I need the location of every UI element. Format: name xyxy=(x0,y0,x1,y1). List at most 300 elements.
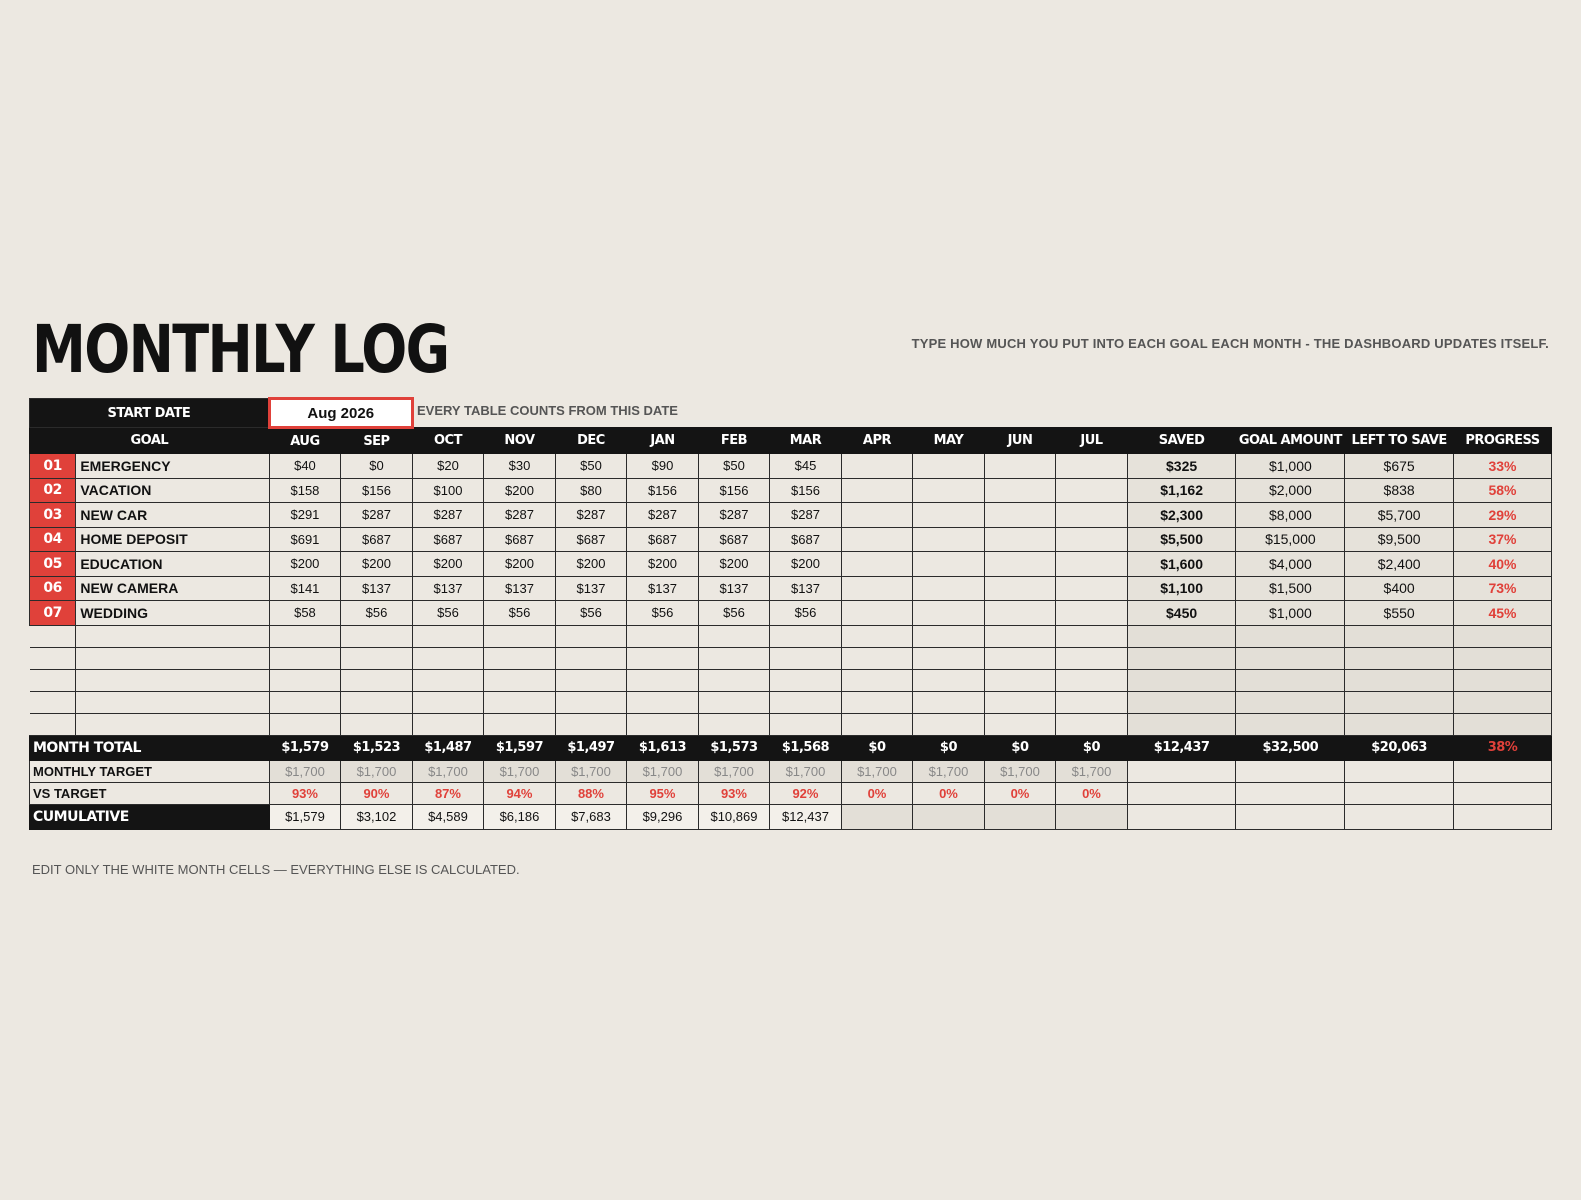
goal-month-cell[interactable]: $137 xyxy=(555,576,627,601)
monthly-target-cell: $1,700 xyxy=(841,760,913,782)
goal-month-cell[interactable] xyxy=(841,503,913,528)
empty-month-cell[interactable] xyxy=(984,691,1056,713)
empty-month-cell[interactable] xyxy=(841,647,913,669)
goal-month-cell[interactable]: $141 xyxy=(269,576,341,601)
goal-amount: $1,000 xyxy=(1236,454,1345,479)
cumulative-cell: $7,683 xyxy=(555,804,627,829)
empty-calc-cell xyxy=(1236,713,1345,735)
goal-month-cell[interactable]: $56 xyxy=(484,601,556,626)
goal-month-cell[interactable]: $137 xyxy=(412,576,484,601)
empty-month-cell[interactable] xyxy=(1056,713,1128,735)
empty-month-cell[interactable] xyxy=(698,713,770,735)
goal-month-cell[interactable]: $287 xyxy=(698,503,770,528)
goal-name: NEW CAMERA xyxy=(76,576,269,601)
goal-month-cell[interactable]: $137 xyxy=(484,576,556,601)
empty-month-cell[interactable] xyxy=(412,713,484,735)
cumulative-cell xyxy=(913,804,985,829)
empty-calc-cell xyxy=(1454,669,1552,691)
goal-month-cell[interactable]: $687 xyxy=(698,527,770,552)
goal-month-cell[interactable]: $80 xyxy=(555,478,627,503)
empty-calc-cell xyxy=(1127,691,1236,713)
goal-month-cell[interactable]: $137 xyxy=(698,576,770,601)
blank-cell xyxy=(1454,760,1552,782)
goal-saved: $1,600 xyxy=(1127,552,1236,577)
goal-saved: $1,162 xyxy=(1127,478,1236,503)
goal-progress: 58% xyxy=(1454,478,1552,503)
monthly-target-cell: $1,700 xyxy=(913,760,985,782)
goal-row xyxy=(30,503,1552,528)
goal-month-cell[interactable]: $687 xyxy=(627,527,699,552)
goal-number: 03 xyxy=(30,503,76,528)
empty-month-cell[interactable] xyxy=(341,625,413,647)
goal-month-cell[interactable]: $90 xyxy=(627,454,699,479)
empty-month-cell[interactable] xyxy=(412,625,484,647)
goal-month-cell[interactable]: $200 xyxy=(341,552,413,577)
goal-month-cell[interactable] xyxy=(984,576,1056,601)
monthly-log-table xyxy=(29,397,1552,830)
empty-calc-cell xyxy=(1236,625,1345,647)
start-date-input[interactable]: Aug 2026 xyxy=(269,399,412,428)
goal-name: HOME DEPOSIT xyxy=(76,527,269,552)
start-date-note: EVERY TABLE COUNTS FROM THIS DATE xyxy=(417,403,678,418)
goal-month-cell[interactable]: $156 xyxy=(698,478,770,503)
blank-cell xyxy=(1345,782,1454,804)
goal-amount: $2,000 xyxy=(1236,478,1345,503)
header-month-jul: JUL xyxy=(1056,428,1128,454)
empty-month-cell[interactable] xyxy=(770,647,842,669)
empty-month-cell[interactable] xyxy=(770,669,842,691)
cumulative-cell: $1,579 xyxy=(269,804,341,829)
goal-month-cell[interactable]: $287 xyxy=(412,503,484,528)
goal-month-cell[interactable] xyxy=(984,454,1056,479)
monthly-target-cell: $1,700 xyxy=(1056,760,1128,782)
goal-month-cell[interactable] xyxy=(841,454,913,479)
goal-left-to-save: $675 xyxy=(1345,454,1454,479)
empty-month-cell[interactable] xyxy=(984,713,1056,735)
empty-month-cell[interactable] xyxy=(555,625,627,647)
empty-month-cell[interactable] xyxy=(484,713,556,735)
empty-month-cell[interactable] xyxy=(555,647,627,669)
goal-month-cell[interactable]: $200 xyxy=(484,552,556,577)
empty-month-cell[interactable] xyxy=(555,669,627,691)
empty-calc-cell xyxy=(1236,669,1345,691)
goal-month-cell[interactable] xyxy=(1056,503,1128,528)
header-month-jan: JAN xyxy=(627,428,699,454)
month-total-cell: $0 xyxy=(984,735,1056,760)
goal-month-cell[interactable]: $137 xyxy=(627,576,699,601)
goal-month-cell[interactable]: $287 xyxy=(341,503,413,528)
empty-month-cell[interactable] xyxy=(269,713,341,735)
goal-saved: $450 xyxy=(1127,601,1236,626)
goal-number: 04 xyxy=(30,527,76,552)
empty-calc-cell xyxy=(1236,691,1345,713)
goal-saved: $5,500 xyxy=(1127,527,1236,552)
empty-calc-cell xyxy=(1454,691,1552,713)
goal-left-to-save: $550 xyxy=(1345,601,1454,626)
month-total-cell: $1,523 xyxy=(341,735,413,760)
goal-progress: 45% xyxy=(1454,601,1552,626)
goal-month-cell[interactable] xyxy=(841,601,913,626)
goal-month-cell[interactable]: $287 xyxy=(484,503,556,528)
empty-month-cell[interactable] xyxy=(627,669,699,691)
goal-month-cell[interactable]: $50 xyxy=(555,454,627,479)
goal-progress: 33% xyxy=(1454,454,1552,479)
goal-month-cell[interactable]: $687 xyxy=(770,527,842,552)
goal-month-cell[interactable]: $287 xyxy=(555,503,627,528)
cumulative-cell: $9,296 xyxy=(627,804,699,829)
goal-month-cell[interactable]: $50 xyxy=(698,454,770,479)
vs-target-cell: 95% xyxy=(627,782,699,804)
empty-calc-cell xyxy=(1127,713,1236,735)
goal-month-cell[interactable] xyxy=(913,601,985,626)
blank-cell xyxy=(1236,760,1345,782)
goal-month-cell[interactable] xyxy=(984,503,1056,528)
monthly-target-cell: $1,700 xyxy=(984,760,1056,782)
monthly-target-cell: $1,700 xyxy=(627,760,699,782)
empty-month-cell[interactable] xyxy=(984,669,1056,691)
goal-month-cell[interactable] xyxy=(913,478,985,503)
empty-month-cell[interactable] xyxy=(341,691,413,713)
goal-month-cell[interactable]: $156 xyxy=(341,478,413,503)
month-total-cell: $1,568 xyxy=(770,735,842,760)
empty-month-cell[interactable] xyxy=(698,647,770,669)
goal-month-cell[interactable] xyxy=(1056,576,1128,601)
goal-name: NEW CAR xyxy=(76,503,269,528)
empty-month-cell[interactable] xyxy=(412,669,484,691)
monthly-target-cell: $1,700 xyxy=(269,760,341,782)
header-month-nov: NOV xyxy=(484,428,556,454)
monthly-target-cell: $1,700 xyxy=(412,760,484,782)
goal-month-cell[interactable] xyxy=(841,527,913,552)
start-date-label: START DATE xyxy=(30,399,270,428)
empty-month-cell[interactable] xyxy=(269,647,341,669)
goal-month-cell[interactable]: $0 xyxy=(341,454,413,479)
goal-month-cell[interactable]: $58 xyxy=(269,601,341,626)
header-month-oct: OCT xyxy=(412,428,484,454)
goal-month-cell[interactable]: $20 xyxy=(412,454,484,479)
vs-target-cell: 90% xyxy=(341,782,413,804)
vs-target-cell: 87% xyxy=(412,782,484,804)
blank-cell xyxy=(1236,804,1345,829)
cumulative-row xyxy=(30,804,1552,829)
cumulative-cell xyxy=(1056,804,1128,829)
empty-month-cell[interactable] xyxy=(555,713,627,735)
empty-month-cell[interactable] xyxy=(984,647,1056,669)
goal-month-cell[interactable] xyxy=(984,478,1056,503)
empty-name-cell[interactable] xyxy=(76,625,269,647)
month-total-label: MONTH TOTAL xyxy=(30,735,270,760)
goal-month-cell[interactable]: $287 xyxy=(770,503,842,528)
empty-month-cell[interactable] xyxy=(841,691,913,713)
vs-target-cell: 0% xyxy=(913,782,985,804)
goal-month-cell[interactable]: $137 xyxy=(341,576,413,601)
goal-row xyxy=(30,601,1552,626)
empty-month-cell[interactable] xyxy=(412,691,484,713)
goal-month-cell[interactable]: $56 xyxy=(412,601,484,626)
empty-name-cell[interactable] xyxy=(76,647,269,669)
empty-calc-cell xyxy=(1345,713,1454,735)
goal-progress: 40% xyxy=(1454,552,1552,577)
empty-month-cell[interactable] xyxy=(627,691,699,713)
goal-month-cell[interactable]: $156 xyxy=(770,478,842,503)
empty-month-cell[interactable] xyxy=(913,691,985,713)
total-left-to-save: $20,063 xyxy=(1345,735,1454,760)
cumulative-cell: $3,102 xyxy=(341,804,413,829)
header-goal: GOAL xyxy=(30,428,270,454)
goal-month-cell[interactable] xyxy=(913,527,985,552)
goal-left-to-save: $9,500 xyxy=(1345,527,1454,552)
empty-calc-cell xyxy=(1127,669,1236,691)
cumulative-cell xyxy=(841,804,913,829)
empty-month-cell[interactable] xyxy=(412,647,484,669)
empty-month-cell[interactable] xyxy=(341,669,413,691)
goal-month-cell[interactable]: $287 xyxy=(627,503,699,528)
header-month-jun: JUN xyxy=(984,428,1056,454)
header-month-apr: APR xyxy=(841,428,913,454)
goal-number: 01 xyxy=(30,454,76,479)
vs-target-cell: 93% xyxy=(698,782,770,804)
month-total-cell: $1,613 xyxy=(627,735,699,760)
goal-month-cell[interactable]: $156 xyxy=(627,478,699,503)
empty-month-cell[interactable] xyxy=(1056,691,1128,713)
empty-calc-cell xyxy=(1345,647,1454,669)
empty-month-cell[interactable] xyxy=(269,669,341,691)
goal-number: 05 xyxy=(30,552,76,577)
goal-month-cell[interactable]: $687 xyxy=(341,527,413,552)
header-saved: SAVED xyxy=(1127,428,1236,454)
goal-row xyxy=(30,576,1552,601)
goal-month-cell[interactable]: $687 xyxy=(412,527,484,552)
empty-calc-cell xyxy=(1345,669,1454,691)
empty-month-cell[interactable] xyxy=(627,647,699,669)
goal-month-cell[interactable] xyxy=(913,503,985,528)
goal-name: VACATION xyxy=(76,478,269,503)
cumulative-cell: $4,589 xyxy=(412,804,484,829)
goal-row xyxy=(30,552,1552,577)
header-month-feb: FEB xyxy=(698,428,770,454)
blank-cell xyxy=(1454,804,1552,829)
goal-amount: $8,000 xyxy=(1236,503,1345,528)
goal-amount: $1,000 xyxy=(1236,601,1345,626)
goal-month-cell[interactable] xyxy=(913,576,985,601)
header-month-may: MAY xyxy=(913,428,985,454)
goal-month-cell[interactable]: $158 xyxy=(269,478,341,503)
empty-month-cell[interactable] xyxy=(269,625,341,647)
month-total-cell: $1,573 xyxy=(698,735,770,760)
goal-saved: $1,100 xyxy=(1127,576,1236,601)
goal-month-cell[interactable]: $200 xyxy=(269,552,341,577)
vs-target-label: VS TARGET xyxy=(30,782,270,804)
vs-target-cell: 0% xyxy=(841,782,913,804)
empty-month-cell[interactable] xyxy=(841,625,913,647)
goal-month-cell[interactable] xyxy=(1056,478,1128,503)
goal-progress: 37% xyxy=(1454,527,1552,552)
empty-month-cell[interactable] xyxy=(269,691,341,713)
empty-month-cell[interactable] xyxy=(341,647,413,669)
blank-cell xyxy=(1236,782,1345,804)
goal-progress: 73% xyxy=(1454,576,1552,601)
month-total-row xyxy=(30,735,1552,760)
goal-month-cell[interactable]: $200 xyxy=(698,552,770,577)
goal-month-cell[interactable]: $691 xyxy=(269,527,341,552)
empty-name-cell[interactable] xyxy=(76,691,269,713)
empty-name-cell[interactable] xyxy=(76,669,269,691)
empty-month-cell[interactable] xyxy=(913,669,985,691)
goal-number: 07 xyxy=(30,601,76,626)
monthly-target-cell: $1,700 xyxy=(341,760,413,782)
vs-target-cell: 92% xyxy=(770,782,842,804)
goal-month-cell[interactable]: $56 xyxy=(341,601,413,626)
month-total-cell: $0 xyxy=(1056,735,1128,760)
goal-month-cell[interactable]: $56 xyxy=(770,601,842,626)
empty-calc-cell xyxy=(1345,625,1454,647)
goal-month-cell[interactable]: $56 xyxy=(555,601,627,626)
goal-month-cell[interactable]: $200 xyxy=(627,552,699,577)
goal-month-cell[interactable] xyxy=(984,552,1056,577)
empty-month-cell[interactable] xyxy=(627,713,699,735)
empty-month-cell[interactable] xyxy=(770,625,842,647)
goal-month-cell[interactable]: $40 xyxy=(269,454,341,479)
header-row xyxy=(30,428,1552,454)
goal-month-cell[interactable]: $56 xyxy=(627,601,699,626)
vs-target-row xyxy=(30,782,1552,804)
goal-month-cell[interactable] xyxy=(841,552,913,577)
empty-month-cell[interactable] xyxy=(770,691,842,713)
empty-calc-cell xyxy=(1127,647,1236,669)
goal-month-cell[interactable]: $687 xyxy=(484,527,556,552)
goal-month-cell[interactable] xyxy=(913,552,985,577)
goal-row xyxy=(30,527,1552,552)
header-month-sep: SEP xyxy=(341,428,413,454)
goal-month-cell[interactable] xyxy=(1056,552,1128,577)
empty-month-cell[interactable] xyxy=(341,713,413,735)
monthly-target-cell: $1,700 xyxy=(555,760,627,782)
page-title: MONTHLY LOG xyxy=(32,311,449,388)
empty-month-cell[interactable] xyxy=(913,647,985,669)
goal-month-cell[interactable]: $291 xyxy=(269,503,341,528)
empty-month-cell[interactable] xyxy=(913,713,985,735)
header-left-to-save: LEFT TO SAVE xyxy=(1345,428,1454,454)
empty-calc-cell xyxy=(1454,625,1552,647)
goal-month-cell[interactable]: $687 xyxy=(555,527,627,552)
monthly-target-cell: $1,700 xyxy=(484,760,556,782)
goal-name: WEDDING xyxy=(76,601,269,626)
instruction-text: TYPE HOW MUCH YOU PUT INTO EACH GOAL EACH MONTH - THE DASHBOARD UPDATES ITSELF. xyxy=(911,336,1549,351)
empty-number-cell xyxy=(30,647,76,669)
empty-month-cell[interactable] xyxy=(627,625,699,647)
total-goal-amount: $32,500 xyxy=(1236,735,1345,760)
monthly-target-row xyxy=(30,760,1552,782)
empty-number-cell xyxy=(30,625,76,647)
empty-name-cell[interactable] xyxy=(76,713,269,735)
empty-goal-row xyxy=(30,625,1552,647)
goal-month-cell[interactable]: $200 xyxy=(412,552,484,577)
header-month-dec: DEC xyxy=(555,428,627,454)
month-total-cell: $1,497 xyxy=(555,735,627,760)
empty-month-cell[interactable] xyxy=(1056,669,1128,691)
monthly-target-cell: $1,700 xyxy=(698,760,770,782)
goal-month-cell[interactable] xyxy=(1056,454,1128,479)
empty-month-cell[interactable] xyxy=(698,691,770,713)
goal-progress: 29% xyxy=(1454,503,1552,528)
empty-month-cell[interactable] xyxy=(841,713,913,735)
goal-month-cell[interactable]: $100 xyxy=(412,478,484,503)
empty-calc-cell xyxy=(1127,625,1236,647)
blank-cell xyxy=(1345,760,1454,782)
goal-month-cell[interactable] xyxy=(1056,527,1128,552)
empty-month-cell[interactable] xyxy=(984,625,1056,647)
goal-saved: $325 xyxy=(1127,454,1236,479)
empty-month-cell[interactable] xyxy=(1056,647,1128,669)
empty-month-cell[interactable] xyxy=(698,625,770,647)
empty-month-cell[interactable] xyxy=(841,669,913,691)
empty-goal-row xyxy=(30,647,1552,669)
empty-calc-cell xyxy=(1454,713,1552,735)
goal-month-cell[interactable] xyxy=(984,527,1056,552)
empty-month-cell[interactable] xyxy=(1056,625,1128,647)
blank-cell xyxy=(1454,782,1552,804)
empty-month-cell[interactable] xyxy=(913,625,985,647)
empty-month-cell[interactable] xyxy=(484,647,556,669)
empty-number-cell xyxy=(30,669,76,691)
header-month-mar: MAR xyxy=(770,428,842,454)
goal-month-cell[interactable]: $200 xyxy=(484,478,556,503)
goal-name: EDUCATION xyxy=(76,552,269,577)
header-progress: PROGRESS xyxy=(1454,428,1552,454)
goal-month-cell[interactable] xyxy=(841,576,913,601)
vs-target-cell: 0% xyxy=(984,782,1056,804)
cumulative-cell: $10,869 xyxy=(698,804,770,829)
monthly-target-label: MONTHLY TARGET xyxy=(30,760,270,782)
header-month-aug: AUG xyxy=(269,428,341,454)
month-total-cell: $1,597 xyxy=(484,735,556,760)
goal-month-cell[interactable]: $200 xyxy=(555,552,627,577)
goal-month-cell[interactable] xyxy=(1056,601,1128,626)
goal-month-cell[interactable] xyxy=(913,454,985,479)
total-saved: $12,437 xyxy=(1127,735,1236,760)
goal-amount: $1,500 xyxy=(1236,576,1345,601)
goal-month-cell[interactable]: $56 xyxy=(698,601,770,626)
empty-month-cell[interactable] xyxy=(555,691,627,713)
goal-month-cell[interactable] xyxy=(841,478,913,503)
goal-left-to-save: $2,400 xyxy=(1345,552,1454,577)
empty-goal-row xyxy=(30,691,1552,713)
empty-calc-cell xyxy=(1454,647,1552,669)
goal-month-cell[interactable]: $200 xyxy=(770,552,842,577)
start-row-spacer xyxy=(412,399,1551,428)
goal-name: EMERGENCY xyxy=(76,454,269,479)
blank-cell xyxy=(1127,804,1236,829)
vs-target-cell: 0% xyxy=(1056,782,1128,804)
empty-month-cell[interactable] xyxy=(484,691,556,713)
cumulative-cell: $12,437 xyxy=(770,804,842,829)
empty-month-cell[interactable] xyxy=(698,669,770,691)
goal-number: 02 xyxy=(30,478,76,503)
goal-month-cell[interactable]: $137 xyxy=(770,576,842,601)
goal-month-cell[interactable] xyxy=(984,601,1056,626)
cumulative-cell xyxy=(984,804,1056,829)
empty-goal-row xyxy=(30,713,1552,735)
goal-month-cell[interactable]: $45 xyxy=(770,454,842,479)
empty-month-cell[interactable] xyxy=(484,625,556,647)
goal-row xyxy=(30,478,1552,503)
header-goal-amount: GOAL AMOUNT xyxy=(1236,428,1345,454)
month-total-cell: $1,487 xyxy=(412,735,484,760)
goal-month-cell[interactable]: $30 xyxy=(484,454,556,479)
empty-month-cell[interactable] xyxy=(770,713,842,735)
vs-target-cell: 93% xyxy=(269,782,341,804)
empty-month-cell[interactable] xyxy=(484,669,556,691)
